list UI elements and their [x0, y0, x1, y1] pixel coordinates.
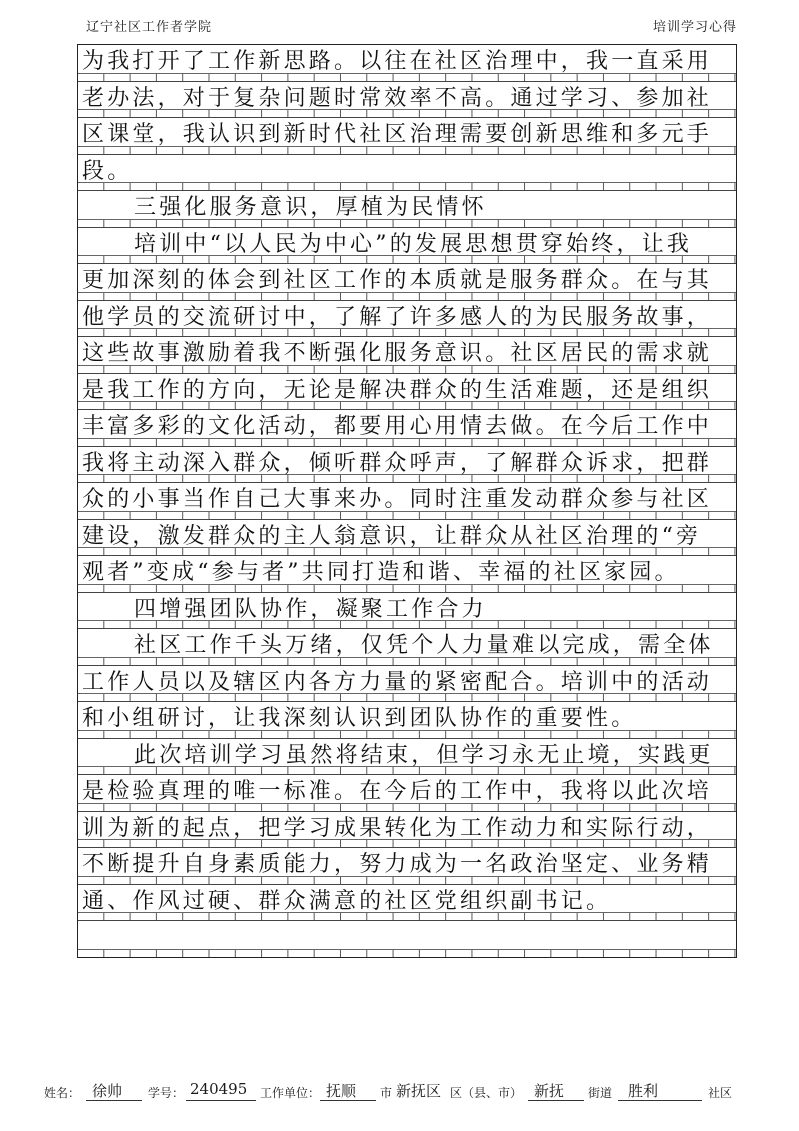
page-header	[0, 0, 799, 40]
manuscript-row	[78, 592, 736, 629]
handwritten-line: 丰富多彩的文化活动，都要用心用情去做。在今后工作中	[82, 414, 713, 439]
district-value: 新抚区	[396, 1082, 442, 1100]
manuscript-row	[78, 847, 736, 884]
handwritten-line: 培训中“以人民为中心”的发展思想贯穿始终，让我	[134, 231, 693, 257]
handwritten-line: 众的小事当作自己大事来办。同时注重发动群众参与社区	[82, 487, 713, 512]
name-value: 徐帅	[92, 1082, 123, 1100]
manuscript-row	[78, 409, 736, 446]
institution-name: 辽宁社区工作者学院	[86, 20, 213, 35]
handwritten-line: 通、作风过硬、群众满意的社区党组织副书记。	[82, 888, 612, 914]
handwritten-line: 他学员的交流研讨中，了解了许多感人的为民服务故事，	[82, 304, 713, 330]
signature-footer	[0, 1080, 799, 1110]
city-value: 抚顺	[326, 1082, 357, 1100]
manuscript-row	[78, 738, 736, 775]
manuscript-row	[78, 263, 736, 300]
city-suffix: 市	[380, 1086, 393, 1100]
manuscript-row	[78, 628, 736, 665]
manuscript-row	[78, 117, 736, 154]
manuscript-row	[78, 190, 736, 227]
document-title: 培训学习心得	[652, 20, 737, 35]
manuscript-row	[78, 45, 736, 81]
handwritten-line: 此次培训学习虽然将结束，但学习永无止境，实践更	[134, 742, 714, 768]
handwritten-line: 是检验真理的唯一标准。在今后的工作中，我将以此次培	[82, 779, 713, 804]
manuscript-row	[78, 336, 736, 373]
handwritten-line: 这些故事激励着我不断强化服务意识。社区居民的需求就	[82, 341, 713, 366]
manuscript-row	[78, 701, 736, 738]
manuscript-row	[78, 154, 736, 191]
manuscript-row	[78, 300, 736, 337]
manuscript-row	[78, 482, 736, 519]
manuscript-row	[78, 519, 736, 556]
district-suffix: 区（县、市）	[450, 1086, 523, 1100]
manuscript-row	[78, 920, 736, 957]
manuscript-row	[78, 774, 736, 811]
work-unit-label: 工作单位：	[260, 1086, 321, 1100]
id-value: 240495	[190, 1080, 248, 1098]
manuscript-row	[78, 555, 736, 592]
manuscript-row	[78, 446, 736, 483]
handwritten-line: 社区工作千头万绪，仅凭个人力量难以完成，需全体	[134, 633, 714, 658]
handwritten-line: 观者”变成“参与者”共同打造和谐、幸福的社区家园。	[82, 560, 680, 585]
handwritten-line: 我将主动深入群众，倾听群众呼声，了解群众诉求，把群	[82, 450, 713, 476]
handwritten-line: 段。	[82, 158, 133, 184]
handwritten-line: 和小组研讨，让我深刻认识到团队协作的重要性。	[82, 706, 637, 731]
community-suffix: 社区	[708, 1086, 733, 1100]
row-baseline	[78, 949, 736, 957]
handwritten-line: 是我工作的方向，无论是解决群众的生活难题，还是组织	[82, 377, 713, 403]
handwritten-line: 为我打开了工作新思路。以往在社区治理中，我一直采用	[82, 49, 713, 74]
name-label: 姓名：	[44, 1086, 81, 1100]
community-value: 胜利	[628, 1082, 659, 1100]
manuscript-row	[78, 884, 736, 921]
manuscript-row	[78, 665, 736, 702]
manuscript-row	[78, 373, 736, 410]
street-value: 新抚	[534, 1082, 565, 1100]
handwritten-line: 四增强团队协作，凝聚工作合力	[134, 596, 487, 622]
handwritten-line: 三强化服务意识，厚植为民情怀	[134, 195, 487, 220]
manuscript-row	[78, 811, 736, 848]
manuscript-row	[78, 81, 736, 118]
manuscript-grid	[77, 44, 737, 958]
street-suffix: 街道	[588, 1086, 613, 1100]
handwritten-line: 工作人员以及辖区内各方力量的紧密配合。培训中的活动	[82, 669, 713, 695]
handwritten-line: 训为新的起点，把学习成果转化为工作动力和实际行动，	[82, 815, 713, 841]
id-label: 学号：	[148, 1086, 185, 1100]
handwritten-line: 不断提升自身素质能力，努力成为一名政治坚定、业务精	[82, 852, 713, 877]
handwritten-line: 区课堂，我认识到新时代社区治理需要创新思维和多元手	[82, 122, 713, 147]
handwritten-line: 更加深刻的体会到社区工作的本质就是服务群众。在与其	[82, 268, 713, 293]
handwritten-line: 建设，激发群众的主人翁意识，让群众从社区治理的“旁	[82, 523, 702, 549]
handwritten-line: 老办法，对于复杂问题时常效率不高。通过学习、参加社	[82, 85, 713, 111]
manuscript-row	[78, 227, 736, 264]
